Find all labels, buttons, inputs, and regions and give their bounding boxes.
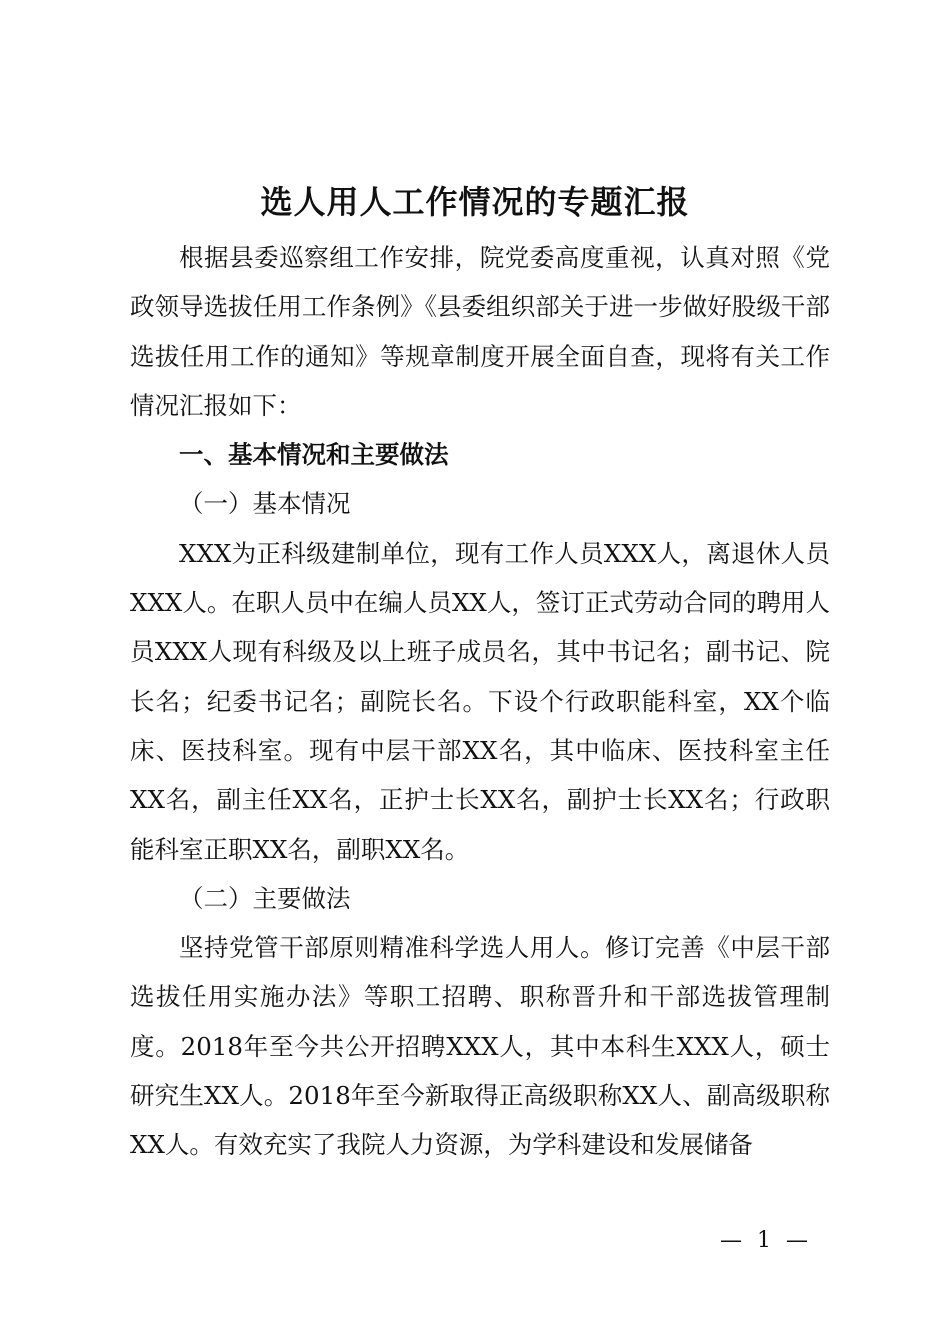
subsection-heading-basic-situation: （一）基本情况 — [179, 489, 351, 519]
basic-situation-paragraph: XXX为正科级建制单位，现有工作人员XXX人，离退休人员XXX人。在职人员中在编人员XX人，签订正式劳动合同的聘用人员XXX人现有科级及以上班子成员名，其中书记名；副书记、院长名；纪委书记名；副院长名。下设个行政职能科室，XX个临床、医技科室。现有中层干部XX名，其中临床、医技科室主任XX名，副主任XX名，正护士长XX名，副护士长XX名；行政职能科室正职XX名，副职XX名。 — [130, 538, 830, 864]
subsection-heading-main-practices: （二）主要做法 — [179, 883, 351, 913]
section-heading-basic: 一、基本情况和主要做法 — [179, 440, 449, 470]
main-practices-paragraph: 坚持党管干部原则精准科学选人用人。修订完善《中层干部选拔任用实施办法》等职工招聘、职称晋升和干部选拔管理制度。2018年至今共公开招聘XXX人，其中本科生XXX人，硕士研究生XX人。2018年至今新取得正高级职称XX人、副高级职称XX人。有效充实了我院人力资源，为学科建设和发展储备 — [130, 933, 830, 1160]
intro-paragraph: 根据县委巡察组工作安排，院党委高度重视，认真对照《党政领导选拔任用工作条例》《县委组织部关于进一步做好股级干部选拔任用工作的通知》等规章制度开展全面自查，现将有关工作情况汇报如下： — [130, 243, 830, 420]
document-title: 选人用人工作情况的专题汇报 — [260, 183, 690, 221]
document-body — [130, 233, 830, 1170]
page-number: — 1 — — [720, 1228, 812, 1253]
